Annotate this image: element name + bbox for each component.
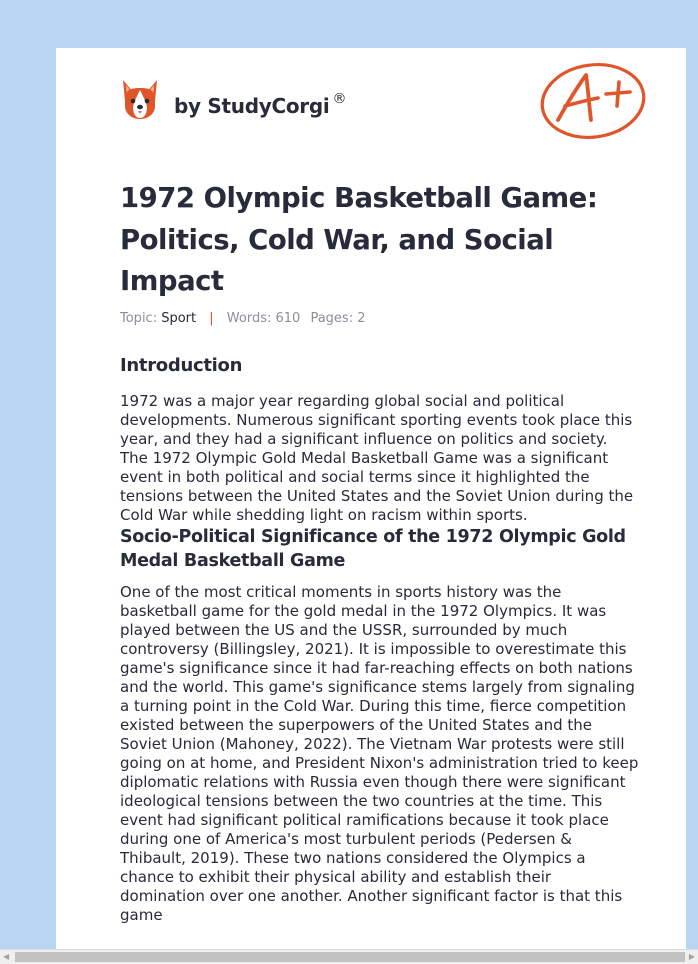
meta-separator: |: [209, 311, 214, 326]
a-plus-grade-icon: [536, 58, 650, 142]
document-page: [56, 48, 686, 954]
scroll-right-arrow-icon[interactable]: ▶: [688, 952, 695, 961]
section-heading-socio-political: Socio-Political Significance of the 1972 Olympic Gold Medal Basketball Game: [120, 527, 626, 571]
document-meta: [120, 311, 365, 326]
section-paragraph-socio-political: One of the most critical moments in sports history was the basketball game for the gold medal in the 1972 Olympics. It was played between the US and the USSR, surrounded by much controversy (Billingsley, 2021). It is impossible to overestimate this game's significance since it had far-reaching effects on both nations and the world. This game's significance stems largely from signaling a turning point in the Cold War. During this time, fierce competition existed between the superpowers of the United States and the Soviet Union (Mahoney, 2022). The Vietnam War protests were still going on at home, and President Nixon's administration tried to keep diplomatic relations with Russia even though there were significant ideological tensions between the two countries at the time. This event had significant political ramifications because it took place during one of America's most turbulent periods (Pedersen & Thibault, 2019). These two nations considered the Olympics a chance to exhibit their physical ability and establish their domination over one another. Another significant factor is that this game: [120, 583, 639, 924]
section-paragraph-introduction: 1972 was a major year regarding global social and political developments. Numerous significant sporting events took place this year, and they had a significant influence on politics and society. The 1972 Olympic Gold Medal Basketball Game was a significant event in both political and social terms since it highlighted the tensions between the United States and the Soviet Union during the Cold War while shedding light on racism within sports.: [120, 392, 634, 524]
word-count: Words: 610: [226, 311, 301, 326]
registered-mark: ®: [332, 90, 347, 107]
horizontal-scrollbar[interactable]: [0, 949, 698, 964]
brand-header[interactable]: [120, 74, 346, 124]
section-heading-introduction: Introduction: [120, 355, 243, 376]
topic-label: Topic:: [120, 311, 158, 326]
corgi-logo-icon: [120, 76, 160, 122]
topic-link[interactable]: Sport: [161, 311, 197, 326]
page-count: Pages: 2: [310, 311, 366, 326]
document-title: 1972 Olympic Basketball Game: Politics, Cold War, and Social Impact: [120, 182, 598, 297]
brand-name-text: by StudyCorgi: [174, 93, 330, 118]
document-body: [120, 354, 640, 925]
scroll-left-arrow-icon[interactable]: ◀: [3, 952, 10, 961]
scrollbar-thumb[interactable]: [15, 952, 685, 962]
brand-name: [174, 91, 346, 118]
